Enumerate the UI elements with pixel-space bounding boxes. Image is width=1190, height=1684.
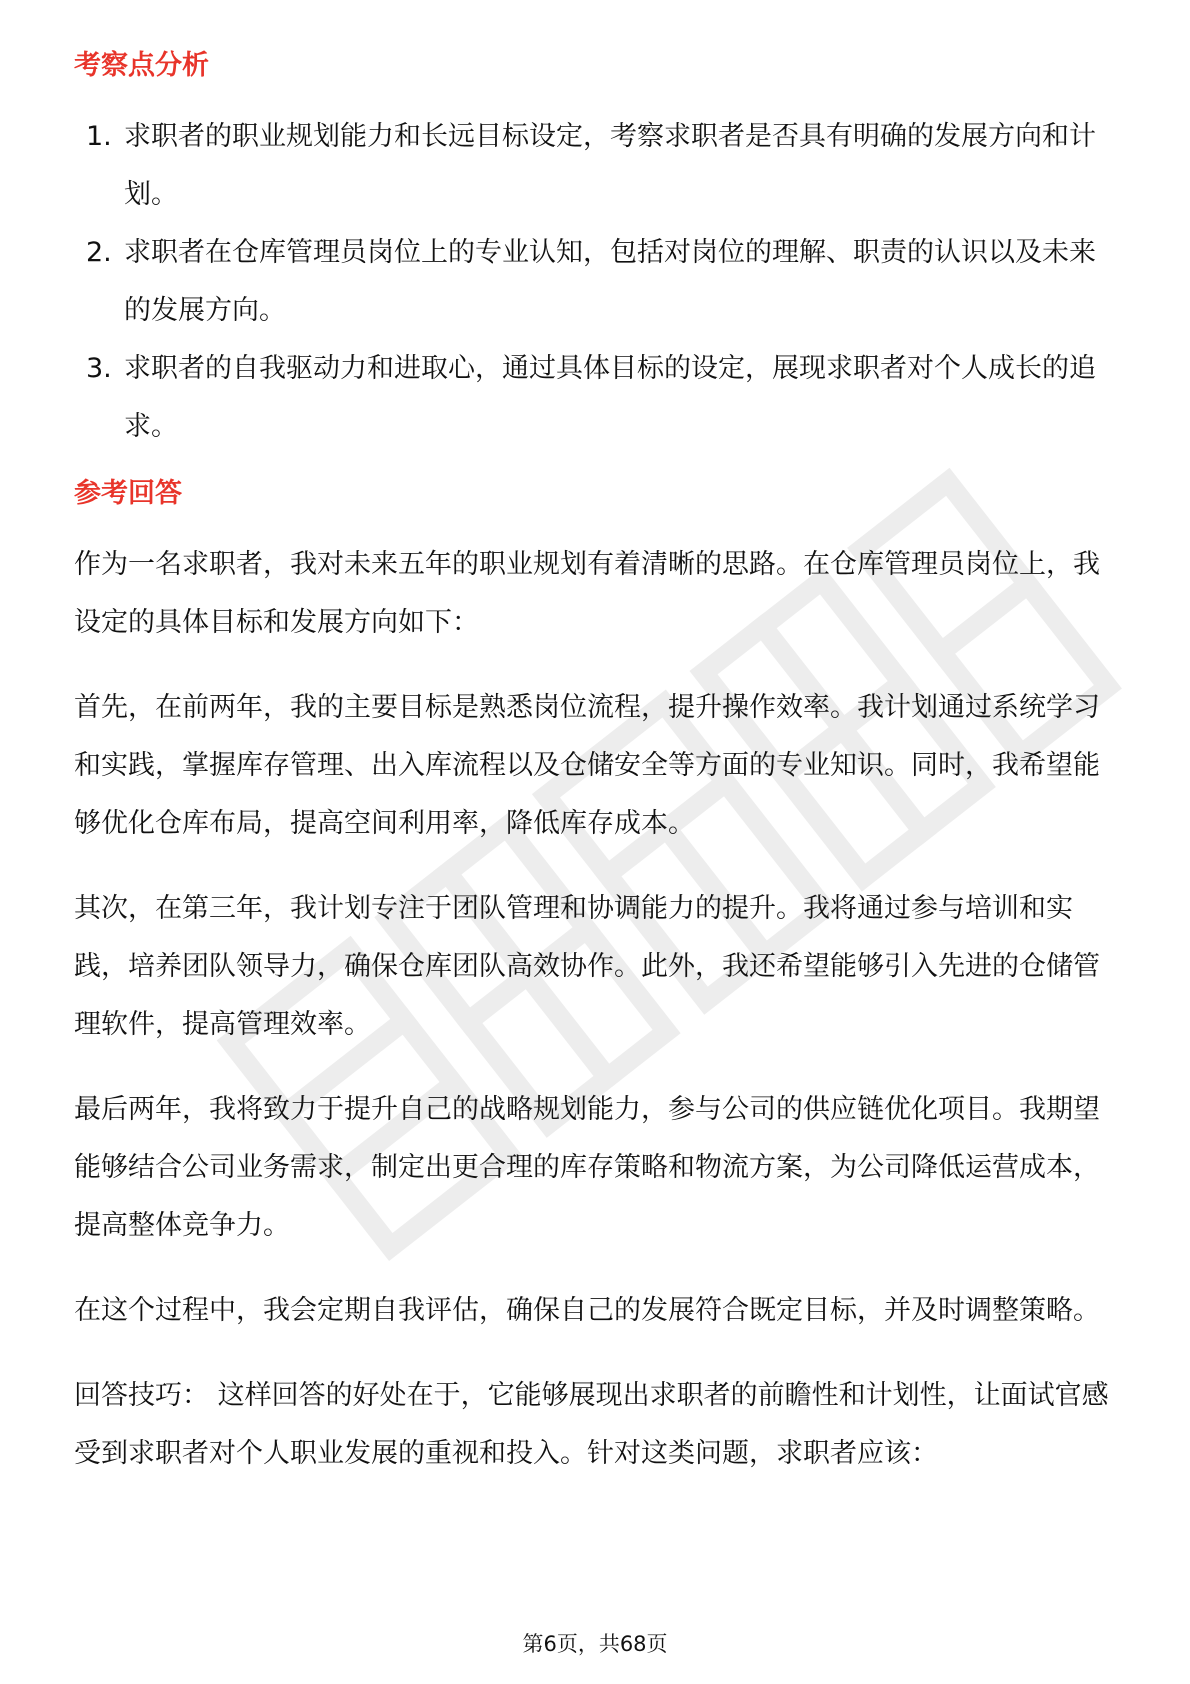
list-item-text: 求职者在仓库管理员岗位上的专业认知，包括对岗位的理解、职责的认识以及未来的发展方向。 <box>124 237 1096 326</box>
list-item <box>74 224 1119 340</box>
answer-paragraph: 在这个过程中，我会定期自我评估，确保自己的发展符合既定目标，并及时调整策略。 <box>74 1295 1100 1326</box>
answer-heading: 参考回答 <box>74 478 182 509</box>
list-item <box>74 340 1119 456</box>
list-number: 3. <box>86 353 112 384</box>
list-item-text: 求职者的职业规划能力和长远目标设定，考察求职者是否具有明确的发展方向和计划。 <box>124 121 1096 210</box>
analysis-list <box>74 108 1119 456</box>
answer-paragraph: 作为一名求职者，我对未来五年的职业规划有着清晰的思路。在仓库管理员岗位上，我设定的具体目标和发展方向如下： <box>74 549 1100 638</box>
answer-paragraph: 最后两年，我将致力于提升自己的战略规划能力，参与公司的供应链优化项目。我期望能够结合公司业务需求，制定出更合理的库存策略和物流方案，为公司降低运营成本，提高整体竞争力。 <box>74 1094 1100 1241</box>
list-item-text: 求职者的自我驱动力和进取心，通过具体目标的设定，展现求职者对个人成长的追求。 <box>124 353 1096 442</box>
answer-paragraph: 其次，在第三年，我计划专注于团队管理和协调能力的提升。我将通过参与培训和实践，培养团队领导力，确保仓库团队高效协作。此外，我还希望能够引入先进的仓储管理软件，提高管理效率。 <box>74 893 1100 1040</box>
list-item <box>74 108 1119 224</box>
list-number: 2. <box>86 237 112 268</box>
answer-tips-paragraph: 回答技巧： 这样回答的好处在于，它能够展现出求职者的前瞻性和计划性，让面试官感受到求职者对个人职业发展的重视和投入。针对这类问题，求职者应该： <box>74 1380 1109 1469</box>
main-content <box>74 42 1119 1483</box>
analysis-heading: 考察点分析 <box>74 50 209 81</box>
page-number: 第6页，共68页 <box>522 1632 668 1656</box>
list-number: 1. <box>86 121 112 152</box>
answer-paragraph: 首先，在前两年，我的主要目标是熟悉岗位流程，提升操作效率。我计划通过系统学习和实践，掌握库存管理、出入库流程以及仓储安全等方面的专业知识。同时，我希望能够优化仓库布局，提高空间利用率，降低库存成本。 <box>74 692 1100 839</box>
